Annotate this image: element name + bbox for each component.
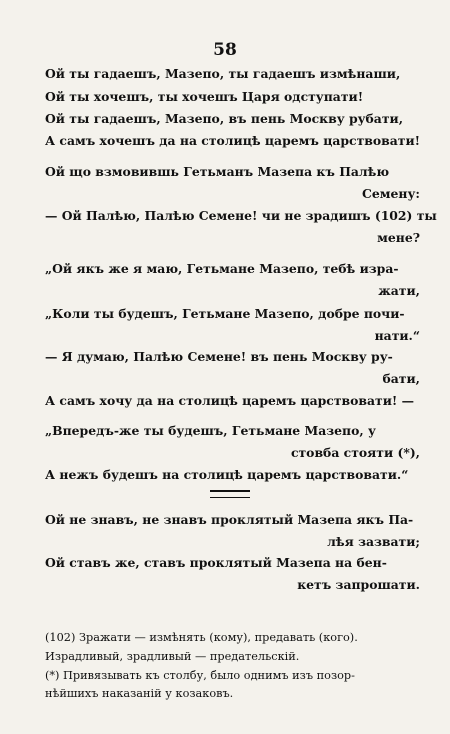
- footnote-line: нѣйшихъ наказаній у козаковъ.: [45, 687, 234, 700]
- poem-line: лѣя зазвати;: [327, 534, 420, 549]
- poem-line: кетъ запрошати.: [297, 577, 420, 592]
- poem-line: Ой що взмовившь Гетьманъ Мазепа къ Палѣю: [45, 164, 390, 179]
- poem-line: — Ой Палѣю, Палѣю Семене! чи не зрадишъ (102) ты: [45, 208, 437, 223]
- poem-line: А самъ хочу да на столицѣ царемъ царствовати! —: [45, 393, 415, 408]
- poem-line: мене?: [377, 230, 420, 245]
- poem-line: Ой ты гадаешъ, Мазепо, ты гадаешъ измѣнаши,: [45, 66, 401, 81]
- footnote-line: (102) Зражати — измѣнять (кому), предавать (кого).: [45, 631, 358, 644]
- poem-line: нати.“: [374, 328, 420, 343]
- poem-line: Ой не знавъ, не знавъ проклятый Мазепа якъ Па-: [45, 512, 414, 527]
- poem-line: Ой ты хочешъ, ты хочешъ Царя одступати!: [45, 89, 364, 104]
- poem-line: Ой ты гадаешъ, Мазепо, въ пень Москву рубати,: [45, 111, 404, 126]
- poem-line: Семену:: [362, 186, 420, 201]
- poem-line: „Ой якъ же я маю, Гетьмане Мазепо, тебѣ изра-: [45, 261, 399, 276]
- poem-line: — Я думаю, Палѣю Семене! въ пень Москву ру-: [45, 349, 393, 364]
- poem-line: Ой ставъ же, ставъ проклятый Мазепа на бен-: [45, 555, 387, 570]
- poem-line: „Коли ты будешъ, Гетьмане Мазепо, добре почи-: [45, 306, 405, 321]
- poem-line: жати,: [378, 283, 420, 298]
- poem-line: бати,: [382, 371, 420, 386]
- page-number: 58: [213, 40, 237, 60]
- footnote-line: Израдливый, зрадливый — предательскій.: [45, 650, 300, 663]
- poem-line: А нежъ будешъ на столицѣ царемъ царствовати.“: [45, 467, 409, 482]
- poem-line: „Впередъ-же ты будешъ, Гетьмане Мазепо, у: [45, 423, 376, 438]
- footnote-line: (*) Привязывать къ столбу, было однимъ изъ позор-: [45, 669, 355, 682]
- poem-line: стовба стояти (*),: [290, 445, 420, 460]
- poem-line: А самъ хочешъ да на столицѣ царемъ царствовати!: [45, 133, 421, 148]
- section-divider: [210, 490, 250, 498]
